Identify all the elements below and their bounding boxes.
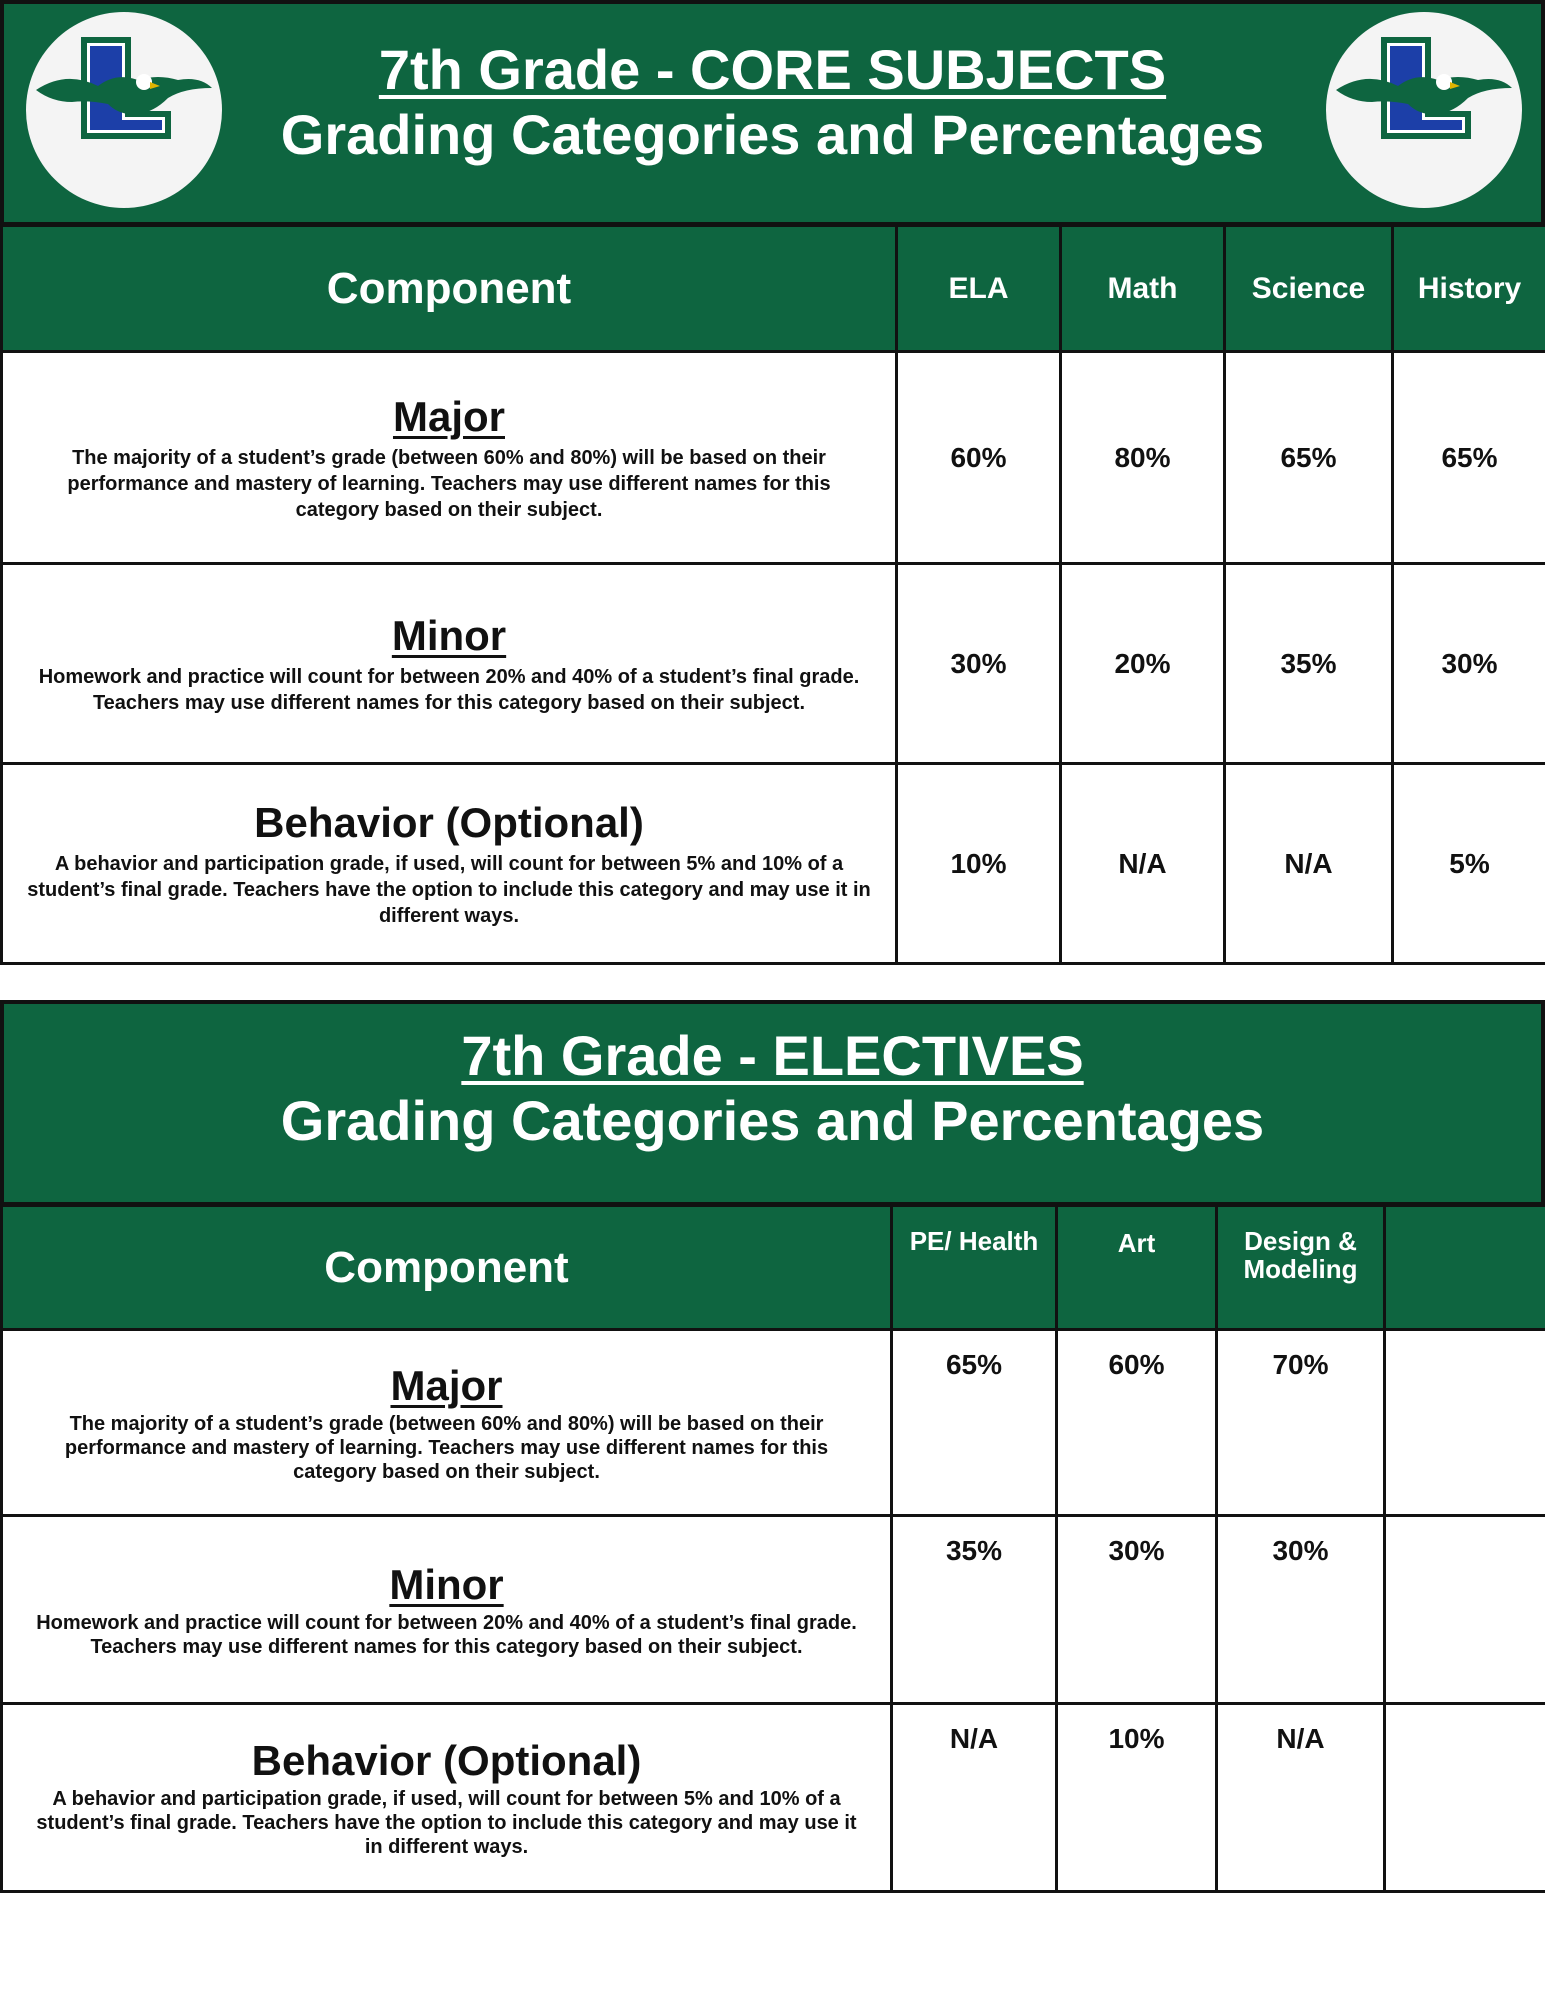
electives-header-banner	[0, 1000, 1545, 1206]
electives-behavior-empty	[1385, 1704, 1545, 1892]
core-minor-description: Homework and practice will count for between 20% and 40% of a student’s final grade. Teachers may use different names for this category based on their subject.	[38, 665, 860, 714]
core-major-description: The majority of a student’s grade (between 60% and 80%) will be based on their performance and mastery of learning. Teachers may use different names for this category based on their subject.	[67, 446, 831, 521]
electives-minor-empty	[1385, 1516, 1545, 1704]
electives-grading-table	[0, 1204, 1545, 1893]
core-behavior-ela: 10%	[897, 764, 1061, 964]
core-behavior-science: N/A	[1225, 764, 1393, 964]
core-minor-math: 20%	[1061, 564, 1225, 764]
core-title-line1: 7th Grade - CORE SUBJECTS	[378, 38, 1167, 101]
electives-major-description: The majority of a student’s grade (between 60% and 80%) will be based on their performance and mastery of learning. Teachers may use different names for this category based on their subject.	[64, 1412, 829, 1483]
electives-minor-title: Minor	[389, 1560, 504, 1608]
electives-major-title: Major	[390, 1361, 503, 1409]
core-header-banner	[0, 0, 1545, 226]
core-col-science: Science	[1225, 226, 1393, 352]
electives-col-empty	[1385, 1206, 1545, 1330]
electives-major-empty	[1385, 1330, 1545, 1516]
core-col-ela: ELA	[897, 226, 1061, 352]
electives-major-cell	[2, 1330, 892, 1516]
core-title-line2: Grading Categories and Percentages	[280, 103, 1265, 166]
table-row	[2, 764, 1545, 964]
core-major-ela: 60%	[897, 352, 1061, 564]
electives-behavior-title: Behavior (Optional)	[251, 1736, 642, 1784]
core-behavior-title: Behavior (Optional)	[254, 798, 644, 846]
core-behavior-cell	[2, 764, 897, 964]
core-behavior-description: A behavior and participation grade, if used, will count for between 5% and 10% of a student’s final grade. Teachers have the option to include this category and may use it in different ways.	[27, 852, 871, 927]
electives-major-design: 70%	[1217, 1330, 1385, 1516]
electives-minor-art: 30%	[1057, 1516, 1217, 1704]
electives-behavior-pe: N/A	[892, 1704, 1057, 1892]
electives-title	[4, 1024, 1541, 1154]
core-behavior-math: N/A	[1061, 764, 1225, 964]
core-major-cell	[2, 352, 897, 564]
electives-component-header: Component	[2, 1206, 892, 1330]
electives-col-art: Art	[1057, 1206, 1217, 1330]
electives-title-line1: 7th Grade - ELECTIVES	[461, 1024, 1084, 1087]
electives-col-pe-health: PE/ Health	[892, 1206, 1057, 1330]
core-component-header: Component	[2, 226, 897, 352]
electives-col-design-modeling: Design & Modeling	[1217, 1206, 1385, 1330]
core-title	[4, 38, 1541, 168]
table-row	[2, 1330, 1545, 1516]
electives-minor-cell	[2, 1516, 892, 1704]
electives-minor-design: 30%	[1217, 1516, 1385, 1704]
table-row	[2, 1516, 1545, 1704]
core-major-title: Major	[392, 392, 505, 440]
core-major-math: 80%	[1061, 352, 1225, 564]
table-row	[2, 352, 1545, 564]
electives-behavior-art: 10%	[1057, 1704, 1217, 1892]
electives-major-art: 60%	[1057, 1330, 1217, 1516]
core-major-science: 65%	[1225, 352, 1393, 564]
core-minor-ela: 30%	[897, 564, 1061, 764]
table-row	[2, 564, 1545, 764]
core-minor-science: 35%	[1225, 564, 1393, 764]
core-major-history: 65%	[1393, 352, 1545, 564]
electives-behavior-design: N/A	[1217, 1704, 1385, 1892]
electives-minor-description: Homework and practice will count for between 20% and 40% of a student’s final grade. Teachers may use different names for this category based on their subject.	[36, 1611, 857, 1658]
core-minor-history: 30%	[1393, 564, 1545, 764]
core-minor-title: Minor	[391, 611, 507, 659]
electives-major-pe: 65%	[892, 1330, 1057, 1516]
core-col-math: Math	[1061, 226, 1225, 352]
electives-behavior-cell	[2, 1704, 892, 1892]
core-minor-cell	[2, 564, 897, 764]
table-row	[2, 1704, 1545, 1892]
core-grading-table	[0, 224, 1545, 965]
electives-minor-pe: 35%	[892, 1516, 1057, 1704]
electives-title-line2: Grading Categories and Percentages	[280, 1089, 1265, 1152]
electives-behavior-description: A behavior and participation grade, if used, will count for between 5% and 10% of a student’s final grade. Teachers have the option to include this category and may use it in different ways.	[36, 1787, 857, 1858]
core-behavior-history: 5%	[1393, 764, 1545, 964]
core-col-history: History	[1393, 226, 1545, 352]
